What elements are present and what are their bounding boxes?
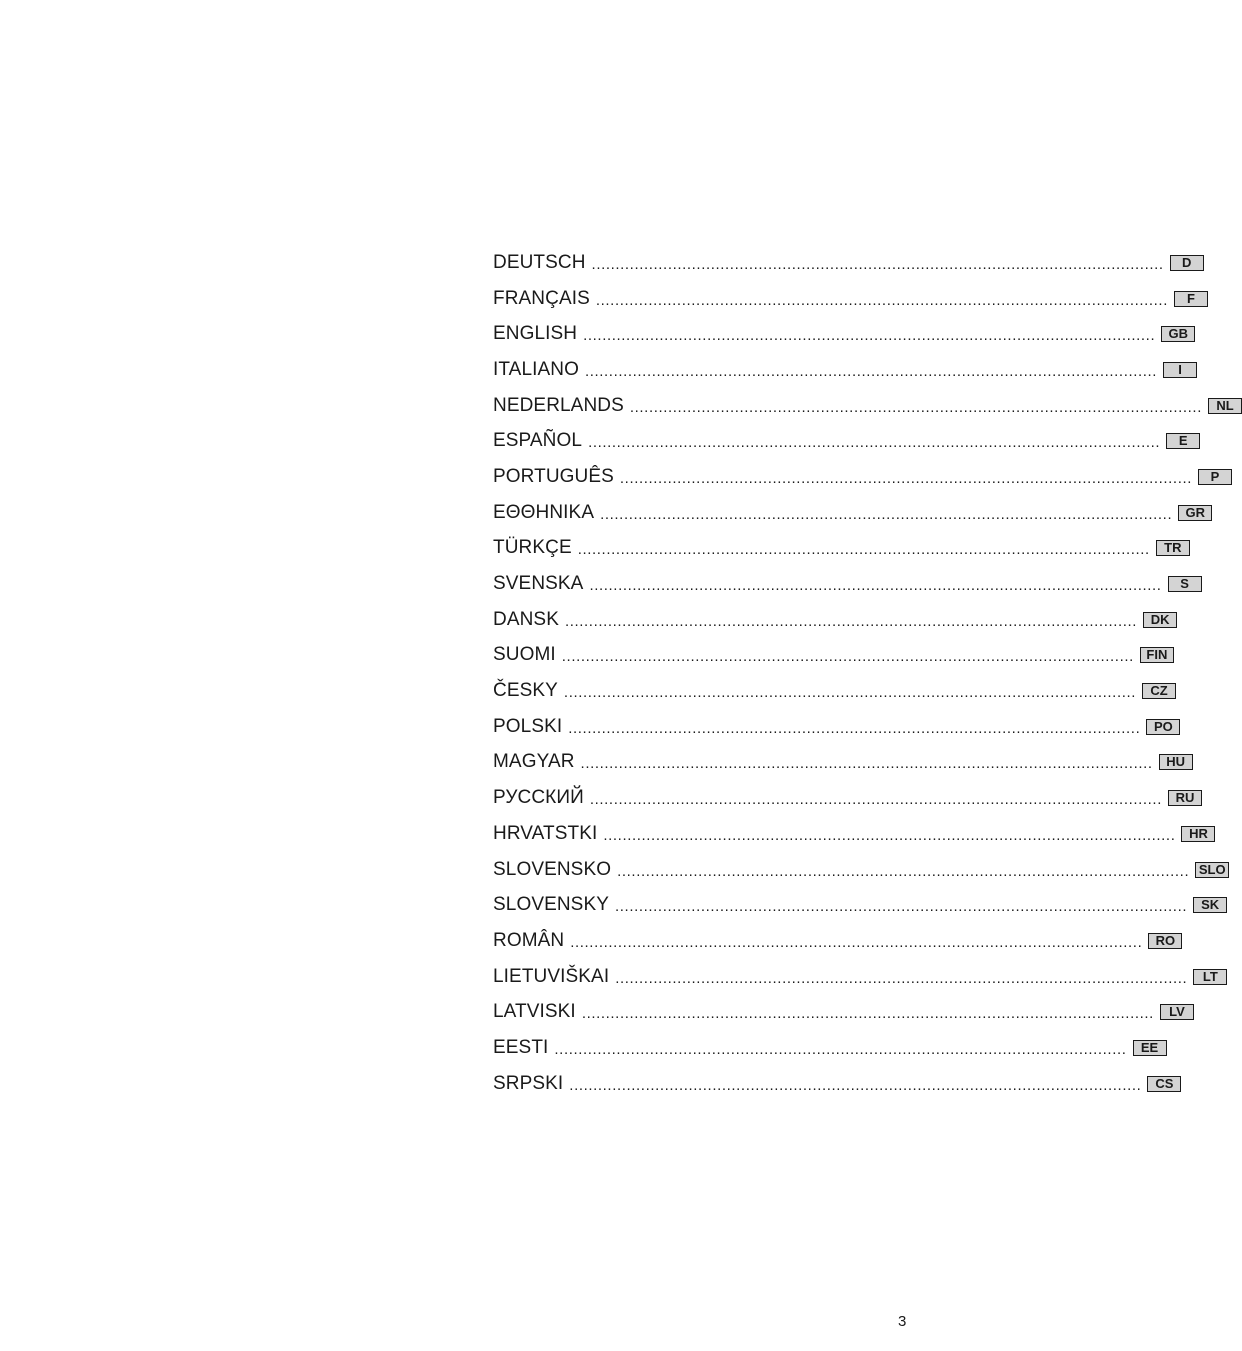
toc-entry[interactable]	[493, 459, 1220, 495]
language-code-tab: RO	[1148, 933, 1182, 949]
dot-leader: ........................................................................................................................	[561, 648, 1134, 666]
toc-entry[interactable]	[493, 245, 1192, 281]
dot-leader: ........................................................................................................................	[568, 719, 1141, 737]
dot-leader: ........................................................................................................................	[583, 327, 1156, 345]
language-code-tab: HR	[1181, 826, 1215, 842]
dot-leader: ........................................................................................................................	[617, 862, 1190, 880]
language-code-tab: RU	[1168, 790, 1202, 806]
language-name: HRVATSTKI	[493, 822, 598, 844]
toc-entry[interactable]	[493, 852, 1226, 888]
dot-leader: ........................................................................................................................	[577, 541, 1150, 559]
toc-entry[interactable]	[493, 709, 1173, 745]
toc-entry[interactable]	[493, 1030, 1159, 1066]
dot-leader: ........................................................................................................................	[615, 898, 1188, 916]
language-index	[493, 245, 1234, 1102]
language-code-tab: DK	[1143, 612, 1177, 628]
toc-entry[interactable]	[493, 495, 1205, 531]
language-code-tab: EE	[1133, 1040, 1167, 1056]
language-name: TÜRKÇE	[493, 537, 572, 559]
language-code-tab: CZ	[1142, 683, 1176, 699]
language-name: PORTUGUÊS	[493, 465, 614, 487]
language-code-tab: LV	[1160, 1004, 1194, 1020]
dot-leader: ........................................................................................................................	[584, 362, 1158, 380]
language-name: ΕΘΘΗΝΙΚΑ	[493, 501, 595, 523]
language-name: LIETUVIŠKAI	[493, 965, 610, 987]
dot-leader: ........................................................................................................................	[629, 398, 1202, 416]
language-code-tab: GB	[1161, 326, 1195, 342]
toc-entry[interactable]	[493, 388, 1234, 424]
dot-leader: ........................................................................................................................	[615, 969, 1188, 987]
dot-leader: ........................................................................................................................	[600, 505, 1173, 523]
language-code-tab: PO	[1146, 719, 1180, 735]
language-name: ČESKY	[493, 680, 558, 702]
language-name: ITALIANO	[493, 358, 579, 380]
language-name: ESPAÑOL	[493, 430, 583, 452]
language-code-tab: P	[1198, 469, 1232, 485]
language-name: РУССКИЙ	[493, 787, 584, 809]
dot-leader: ........................................................................................................................	[570, 933, 1143, 951]
dot-leader: ........................................................................................................................	[588, 434, 1161, 452]
toc-entry[interactable]	[493, 531, 1182, 567]
language-code-tab: HU	[1159, 754, 1193, 770]
dot-leader: ........................................................................................................................	[569, 1076, 1142, 1094]
language-name: SRPSKI	[493, 1072, 564, 1094]
language-code-tab: SK	[1193, 897, 1227, 913]
language-code-tab: FIN	[1140, 647, 1174, 663]
language-name: MAGYAR	[493, 751, 575, 773]
language-code-tab: E	[1166, 433, 1200, 449]
toc-entry[interactable]	[493, 602, 1170, 638]
language-code-tab: I	[1163, 362, 1197, 378]
language-code-tab: CS	[1147, 1076, 1181, 1092]
dot-leader: ........................................................................................................................	[591, 255, 1164, 273]
dot-leader: ........................................................................................................................	[564, 612, 1138, 630]
dot-leader: ........................................................................................................................	[589, 577, 1162, 595]
toc-entry[interactable]	[493, 352, 1182, 388]
language-code-tab: TR	[1156, 540, 1190, 556]
toc-entry[interactable]	[493, 816, 1208, 852]
language-name: SUOMI	[493, 644, 556, 666]
dot-leader: ........................................................................................................................	[580, 755, 1153, 773]
dot-leader: ........................................................................................................................	[595, 291, 1168, 309]
language-name: NEDERLANDS	[493, 394, 624, 416]
dot-leader: ........................................................................................................................	[563, 684, 1137, 702]
toc-entry[interactable]	[493, 959, 1218, 995]
language-name: ROMÂN	[493, 929, 565, 951]
language-name: LATVISKI	[493, 1001, 576, 1023]
dot-leader: ........................................................................................................................	[554, 1040, 1127, 1058]
toc-entry[interactable]	[493, 994, 1185, 1030]
language-name: POLSKI	[493, 715, 563, 737]
language-name: SVENSKA	[493, 573, 584, 595]
toc-entry[interactable]	[493, 923, 1176, 959]
language-code-tab: D	[1170, 255, 1204, 271]
language-name: DANSK	[493, 608, 559, 630]
toc-entry[interactable]	[493, 887, 1220, 923]
toc-entry[interactable]	[493, 780, 1195, 816]
toc-entry[interactable]	[493, 316, 1188, 352]
dot-leader: ........................................................................................................................	[603, 826, 1176, 844]
page-number: 3	[898, 1313, 907, 1330]
dot-leader: ........................................................................................................................	[619, 469, 1193, 487]
language-name: EESTI	[493, 1036, 549, 1058]
language-code-tab: LT	[1193, 969, 1227, 985]
toc-entry[interactable]	[493, 281, 1195, 317]
language-name: SLOVENSKO	[493, 858, 612, 880]
toc-entry[interactable]	[493, 1066, 1174, 1102]
toc-entry[interactable]	[493, 566, 1189, 602]
dot-leader: ........................................................................................................................	[589, 791, 1162, 809]
language-code-tab: SLO	[1195, 862, 1229, 878]
toc-entry[interactable]	[493, 638, 1168, 674]
dot-leader: ........................................................................................................................	[581, 1005, 1154, 1023]
language-code-tab: GR	[1178, 505, 1212, 521]
language-name: DEUTSCH	[493, 251, 586, 273]
language-code-tab: NL	[1208, 398, 1242, 414]
toc-entry[interactable]	[493, 423, 1188, 459]
toc-entry[interactable]	[493, 673, 1168, 709]
language-code-tab: F	[1174, 291, 1208, 307]
language-code-tab: S	[1168, 576, 1202, 592]
language-name: SLOVENSKY	[493, 894, 610, 916]
toc-entry[interactable]	[493, 745, 1186, 781]
language-name: FRANÇAIS	[493, 287, 590, 309]
language-name: ENGLISH	[493, 323, 578, 345]
